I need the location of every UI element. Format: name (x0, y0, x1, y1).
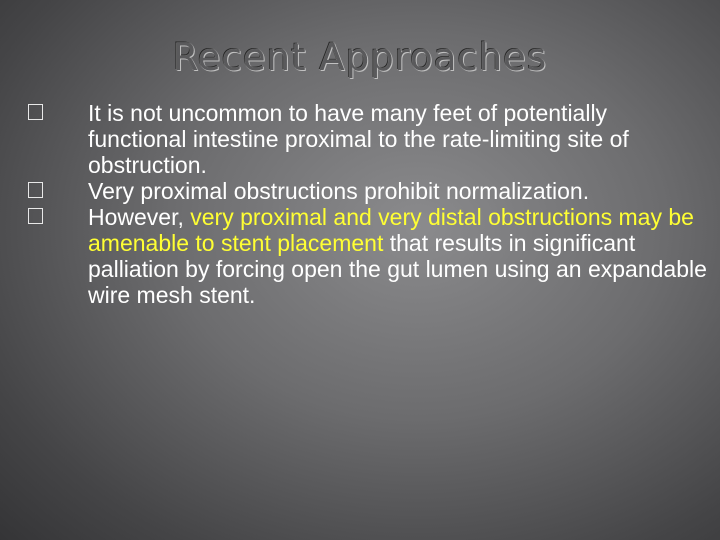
bullet-text-1: It is not uncommon to have many feet of potentially functional intestine proximal to the rate-limiting site of obstruction. (88, 100, 629, 178)
bullet-text-3-before: However, (88, 204, 184, 230)
bullet-item-1 (28, 100, 708, 178)
slide-title: Recent Approaches (172, 36, 548, 79)
bullet-marker-icon (28, 208, 43, 224)
bullet-text-2: Very proximal obstructions prohibit normalization. (88, 178, 590, 204)
bullet-item-3 (28, 204, 708, 308)
bullet-text-3-after: that results in significant palliation by forcing open the gut lumen using an expandable wire mesh stent. (88, 230, 707, 308)
bullet-marker-icon (28, 182, 43, 198)
bullet-list (28, 100, 708, 308)
bullet-item-2 (28, 178, 708, 204)
bullet-text-3-highlight: very proximal and very distal obstructions may be amenable to stent placement (88, 204, 694, 256)
bullet-marker-icon (28, 104, 43, 120)
